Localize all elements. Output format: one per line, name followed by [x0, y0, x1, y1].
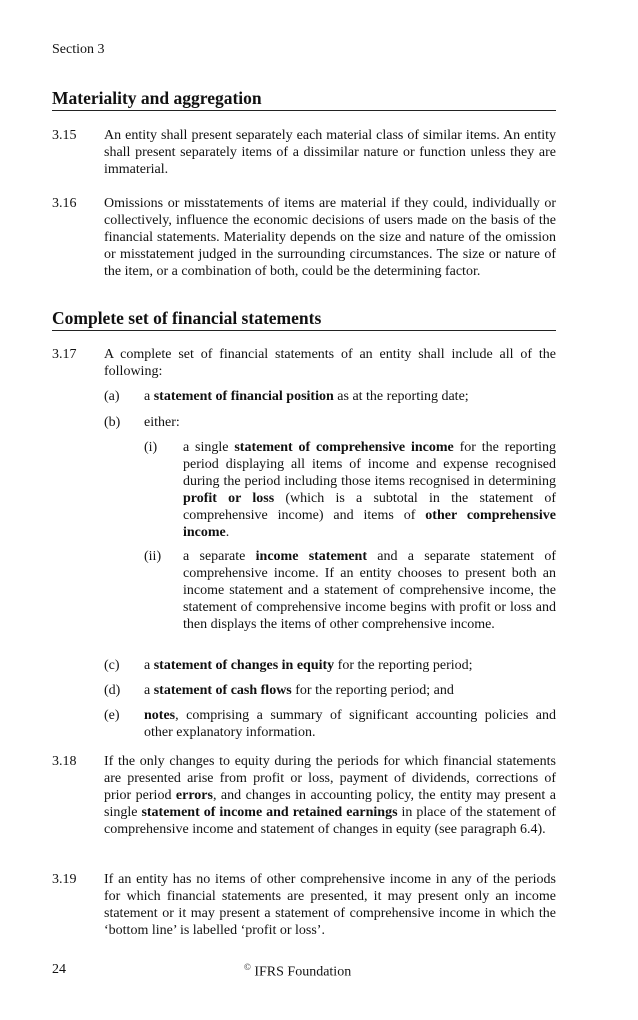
defined-term: income statement: [255, 549, 367, 564]
paragraph-text: If the only changes to equity during the periods for which financial statements are presented arise from profit or loss, payment of dividends, corrections of prior period errors, and changes in accounting policy, the entity may present a single statement of income and retained earnings in place of the statement of comprehensive income and statement of changes in equity (see paragraph 6.4).: [104, 754, 556, 837]
heading-materiality: Materiality and aggregation: [52, 88, 556, 111]
paragraph-number: 3.16: [52, 196, 77, 211]
paragraph-text: A complete set of financial statements of an entity shall include all of the following:: [104, 347, 556, 379]
heading-complete-set: Complete set of financial statements: [52, 308, 556, 331]
item-marker: (ii): [144, 549, 162, 564]
paragraph-number: 3.17: [52, 347, 77, 362]
page-number: 24: [52, 962, 66, 977]
defined-term: statement of comprehensive income: [234, 440, 454, 455]
item-marker: (a): [104, 389, 120, 404]
item-marker: (c): [104, 658, 120, 673]
defined-term: statement of cash flows: [153, 683, 292, 698]
defined-term: profit or loss: [183, 491, 275, 506]
organisation-name: IFRS Foundation: [250, 964, 352, 980]
item-marker: (b): [104, 415, 121, 430]
paragraph-number: 3.18: [52, 754, 77, 769]
defined-term: other comprehensive income: [183, 508, 556, 540]
item-text: a statement of cash flows for the reporting period; and: [144, 683, 454, 698]
copyright-notice: [244, 962, 351, 981]
defined-term: statement of income and retained earnings: [141, 805, 398, 820]
defined-term: statement of changes in equity: [153, 658, 335, 673]
copyright-symbol: ©: [244, 962, 251, 972]
item-text: either:: [144, 415, 180, 430]
paragraph-number: 3.19: [52, 872, 77, 887]
defined-term: notes: [144, 708, 176, 723]
paragraph-number: 3.15: [52, 128, 77, 143]
paragraph-text: Omissions or misstatements of items are material if they could, individually or collectively, influence the economic decisions of users made on the basis of the financial statements. Materiality depends on the size and nature of the omission or misstatement judged in the surrounding circumstances. The size or nature of the item, or a combination of both, could be the determining factor.: [104, 196, 556, 279]
paragraph-text: An entity shall present separately each material class of similar items. An entity shall present separately items of a dissimilar nature or function unless they are immaterial.: [104, 128, 556, 177]
item-marker: (d): [104, 683, 121, 698]
paragraph-text: If an entity has no items of other comprehensive income in any of the periods for which financial statements are presented, it may present only an income statement or it may present a statement of comprehensive income in which the ‘bottom line’ is labelled ‘profit or loss’.: [104, 872, 556, 938]
running-head: Section 3: [52, 42, 105, 57]
defined-term: statement of financial position: [153, 389, 334, 404]
defined-term: errors: [175, 788, 213, 803]
item-text: a statement of changes in equity for the reporting period;: [144, 658, 473, 673]
item-marker: (e): [104, 708, 120, 723]
item-text: notes, comprising a summary of significant accounting policies and other explanatory information.: [144, 708, 556, 740]
item-marker: (i): [144, 440, 158, 455]
item-text: a single statement of comprehensive income for the reporting period displaying all items of income and expense recognised during the period including those items recognised in determining profit or loss (which is a subtotal in the statement of comprehensive income) and items of other comprehensive income.: [183, 440, 556, 540]
item-text: a statement of financial position as at the reporting date;: [144, 389, 469, 404]
item-text: a separate income statement and a separate statement of comprehensive income. If an entity chooses to present both an income statement and a statement of comprehensive income, the statement of comprehensive income begins with profit or loss and then displays the items of other comprehensive income.: [183, 549, 556, 632]
